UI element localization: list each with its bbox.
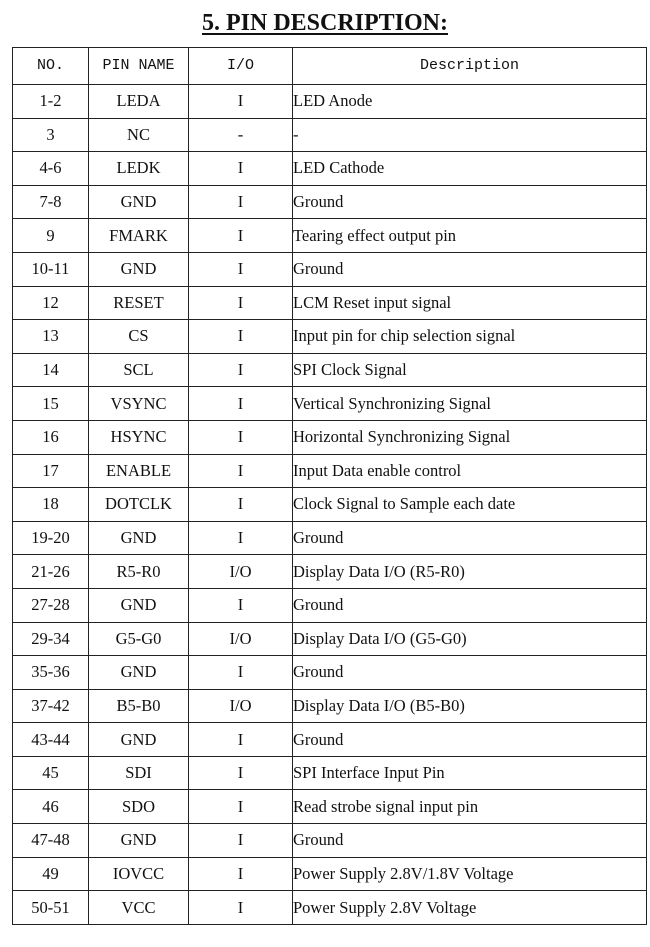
pin-io-cell: - [189,118,293,152]
pin-io-cell: I [189,723,293,757]
pin-io-cell: I [189,252,293,286]
table-row [13,756,647,790]
pin-io-cell: I [189,588,293,622]
pin-io-cell: I/O [189,689,293,723]
pin-io-cell: I [189,387,293,421]
pin-description-cell: Display Data I/O (R5-R0) [293,555,647,589]
pin-description-cell: Power Supply 2.8V Voltage [293,891,647,925]
pin-number-cell: 14 [13,353,89,387]
pin-io-cell: I [189,85,293,119]
pin-number-cell: 29-34 [13,622,89,656]
pin-name-cell: RESET [89,286,189,320]
pin-number-cell: 46 [13,790,89,824]
table-row [13,85,647,119]
pin-number-cell: 12 [13,286,89,320]
pin-description-cell: Horizontal Synchronizing Signal [293,420,647,454]
pin-io-cell: I [189,857,293,891]
pin-name-cell: HSYNC [89,420,189,454]
pin-name-cell: DOTCLK [89,488,189,522]
pin-number-cell: 4-6 [13,152,89,186]
table-row [13,857,647,891]
pin-number-cell: 15 [13,387,89,421]
pin-description-cell: LED Anode [293,85,647,119]
pin-name-cell: VCC [89,891,189,925]
pin-description-cell: Power Supply 2.8V/1.8V Voltage [293,857,647,891]
pin-description-cell: LED Cathode [293,152,647,186]
pin-name-cell: GND [89,185,189,219]
pin-description-table [12,47,647,925]
table-row [13,252,647,286]
pin-description-cell: Read strobe signal input pin [293,790,647,824]
pin-name-cell: GND [89,521,189,555]
pin-number-cell: 45 [13,756,89,790]
table-row [13,622,647,656]
pin-number-cell: 49 [13,857,89,891]
pin-number-cell: 21-26 [13,555,89,589]
table-row [13,790,647,824]
pin-io-cell: I [189,420,293,454]
table-row [13,353,647,387]
pin-description-cell: Display Data I/O (G5-G0) [293,622,647,656]
pin-io-cell: I [189,891,293,925]
pin-name-cell: R5-R0 [89,555,189,589]
pin-number-cell: 47-48 [13,824,89,858]
pin-description-cell: Vertical Synchronizing Signal [293,387,647,421]
pin-number-cell: 16 [13,420,89,454]
pin-description-cell: Ground [293,588,647,622]
pin-io-cell: I/O [189,555,293,589]
pin-description-cell: Ground [293,656,647,690]
pin-description-cell: Ground [293,185,647,219]
pin-name-cell: FMARK [89,219,189,253]
table-row [13,824,647,858]
page-title-text: 5. PIN DESCRIPTION: [201,10,449,36]
pin-number-cell: 43-44 [13,723,89,757]
header-row [13,48,647,85]
pin-number-cell: 50-51 [13,891,89,925]
table-row [13,488,647,522]
pin-name-cell: SDO [89,790,189,824]
pin-name-cell: CS [89,320,189,354]
pin-description-cell: Ground [293,723,647,757]
pin-number-cell: 7-8 [13,185,89,219]
pin-description-cell: Clock Signal to Sample each date [293,488,647,522]
header-io: I/O [189,48,293,85]
table-row [13,454,647,488]
pin-io-cell: I [189,790,293,824]
pin-name-cell: GND [89,252,189,286]
pin-io-cell: I [189,824,293,858]
pin-name-cell: SDI [89,756,189,790]
table-row [13,521,647,555]
pin-io-cell: I [189,286,293,320]
pin-io-cell: I [189,488,293,522]
table-row [13,118,647,152]
pin-name-cell: SCL [89,353,189,387]
pin-name-cell: G5-G0 [89,622,189,656]
table-row [13,891,647,925]
pin-number-cell: 1-2 [13,85,89,119]
pin-io-cell: I [189,656,293,690]
table-row [13,588,647,622]
pin-number-cell: 10-11 [13,252,89,286]
pin-name-cell: IOVCC [89,857,189,891]
pin-description-cell: Input pin for chip selection signal [293,320,647,354]
pin-number-cell: 18 [13,488,89,522]
pin-description-cell: Ground [293,521,647,555]
pin-io-cell: I [189,521,293,555]
table-row [13,387,647,421]
table-row [13,420,647,454]
pin-io-cell: I [189,454,293,488]
pin-io-cell: I/O [189,622,293,656]
pin-description-cell: LCM Reset input signal [293,286,647,320]
pin-number-cell: 27-28 [13,588,89,622]
pin-description-cell: SPI Interface Input Pin [293,756,647,790]
pin-name-cell: LEDK [89,152,189,186]
pin-io-cell: I [189,152,293,186]
pin-description-cell: Ground [293,824,647,858]
pin-name-cell: ENABLE [89,454,189,488]
pin-io-cell: I [189,219,293,253]
pin-name-cell: B5-B0 [89,689,189,723]
pin-number-cell: 3 [13,118,89,152]
pin-name-cell: NC [89,118,189,152]
table-row [13,689,647,723]
pin-description-cell: Input Data enable control [293,454,647,488]
pin-name-cell: GND [89,588,189,622]
pin-io-cell: I [189,185,293,219]
header-pin-name: PIN NAME [89,48,189,85]
pin-description-cell: Ground [293,252,647,286]
page-title [0,8,650,38]
pin-number-cell: 19-20 [13,521,89,555]
pin-io-cell: I [189,353,293,387]
pin-name-cell: VSYNC [89,387,189,421]
pin-number-cell: 13 [13,320,89,354]
pin-io-cell: I [189,320,293,354]
pin-description-cell: Tearing effect output pin [293,219,647,253]
table-row [13,152,647,186]
pin-io-cell: I [189,756,293,790]
table-header [13,48,647,85]
pin-name-cell: GND [89,824,189,858]
pin-number-cell: 35-36 [13,656,89,690]
table-row [13,320,647,354]
table-row [13,656,647,690]
header-no: NO. [13,48,89,85]
pin-number-cell: 37-42 [13,689,89,723]
pin-number-cell: 17 [13,454,89,488]
table-row [13,219,647,253]
table-body [13,85,647,925]
pin-description-cell: - [293,118,647,152]
pin-description-cell: SPI Clock Signal [293,353,647,387]
pin-description-cell: Display Data I/O (B5-B0) [293,689,647,723]
table-row [13,286,647,320]
pin-name-cell: GND [89,656,189,690]
pin-name-cell: LEDA [89,85,189,119]
header-description: Description [293,48,647,85]
pin-number-cell: 9 [13,219,89,253]
table-row [13,723,647,757]
pin-name-cell: GND [89,723,189,757]
table-row [13,185,647,219]
table-row [13,555,647,589]
